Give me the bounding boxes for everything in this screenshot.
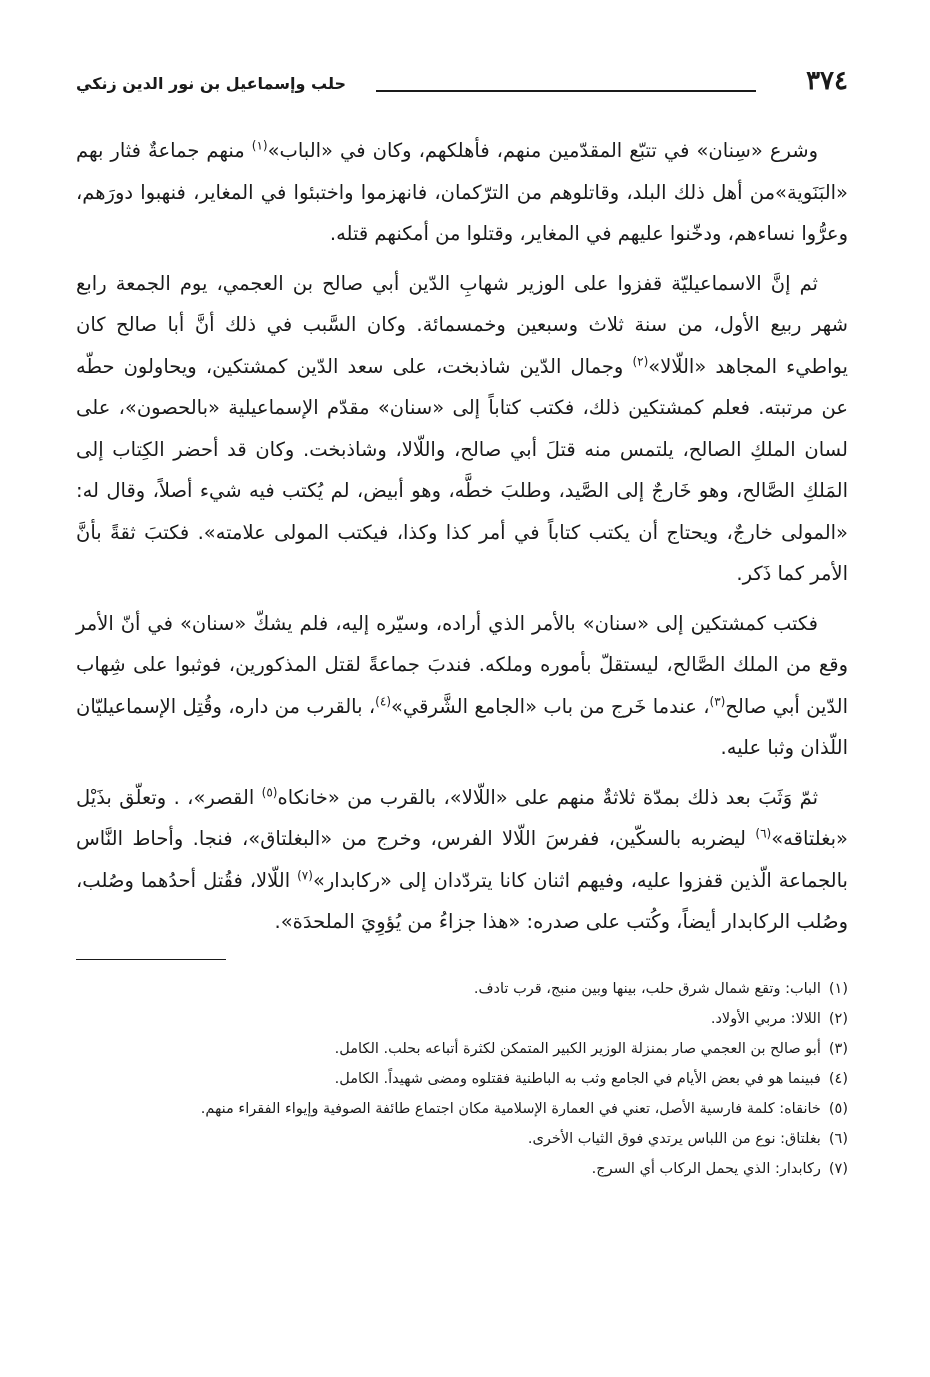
footnote-number: (١) bbox=[828, 980, 848, 997]
footnote-text: خانقاه: كلمة فارسية الأصل، تعني في العمارة الإسلامية مكان اجتماع طائفة الصوفية وإيواء الفقراء منهم. bbox=[200, 1100, 821, 1117]
footnote-number: (٦) bbox=[828, 1130, 848, 1147]
paragraph-text: منهم جماعةٌ فثار بهم «البَنَوية»من أهل ذلك البلد، وقاتلوهم من الترّكمان، فانهزموا واختبئوا في المغاير، فنهبوا دورَهم، وعرُّوا نساءهم، ودخّنوا عليهم في المغاير، وقتلوا من أمكنهم قتله. bbox=[76, 139, 848, 245]
paragraph bbox=[76, 130, 848, 255]
footnote-number: (٢) bbox=[828, 1010, 848, 1027]
paragraph-text: ، بالقرب من داره، وقُتِل الإسماعيليّان اللّذان وثبا عليه. bbox=[76, 694, 848, 759]
footnote-ref: (٤) bbox=[375, 694, 391, 708]
footnote-ref: (٢) bbox=[632, 354, 649, 368]
running-title: حلب وإسماعيل بن نور الدين زنكي bbox=[76, 74, 346, 93]
footnote-ref: (٦) bbox=[755, 826, 772, 841]
footnote-text: الباب: وتقع شمال شرق حلب، بينها وبين منبج، قرب تادف. bbox=[473, 980, 821, 997]
footnote-ref: (٣) bbox=[709, 694, 726, 708]
footnote-number: (٥) bbox=[828, 1100, 848, 1117]
footnote-number: (٤) bbox=[828, 1070, 848, 1087]
footnote-ref: (١) bbox=[251, 138, 268, 153]
footnote-ref: (٥) bbox=[261, 785, 278, 799]
footnote-text: ركابدار: الذي يحمل الركاب أي السرج. bbox=[591, 1160, 821, 1177]
paragraph-text: فكتب كمشتكين إلى «سنان» بالأمر الذي أراده، وسيّره إليه، فلم يشكّ «سنان» في أنّ الأمر وقع من الملك الصَّالح، ليستقلّ بأموره وملكه. فندبَ جماعةً لقتل المذكورين، فوثبوا على شِهاب الدّين أبي صالح bbox=[76, 611, 848, 718]
book-page bbox=[76, 60, 848, 1360]
header-rule bbox=[376, 90, 756, 92]
paragraph-text: ثمّ وَثَبَ بعد ذلك بمدّة ثلاثةٌ منهم على «اللّالا»، بالقرب من «خانكاه bbox=[277, 785, 819, 809]
paragraph bbox=[76, 777, 848, 943]
paragraph-text: ، عندما خَرج من باب «الجامع الشَّرقي» bbox=[391, 694, 710, 718]
footnote-text: فبينما هو في بعض الأيام في الجامع وثب به الباطنية فقتلوه ومضى شهيداً. الكامل. bbox=[334, 1070, 821, 1087]
footnote bbox=[76, 1094, 848, 1124]
footnote-ref: (٧) bbox=[297, 868, 313, 882]
paragraph-text: القصر»، . وتعلّق بذَيْل «بغلتاقه» bbox=[76, 785, 848, 850]
footnote-separator bbox=[76, 959, 226, 960]
footnote bbox=[76, 1154, 848, 1184]
footnote bbox=[76, 974, 848, 1004]
footnote-number: (٧) bbox=[828, 1160, 848, 1177]
page-header bbox=[76, 60, 848, 96]
page-number: ٣٧٤ bbox=[806, 66, 848, 96]
footnotes bbox=[76, 974, 848, 1184]
footnote-text: بغلتاق: نوع من اللباس يرتدي فوق الثياب الأخرى. bbox=[527, 1130, 821, 1147]
paragraph-text: ثم إنَّ الاسماعيليّة قفزوا على الوزير شهابِ الدّين أبي صالح بن العجمي، يوم الجمعة رابع شهر ربيع الأول، من سنة ثلاث وسبعين وخمسمائة. وكان السَّبب في ذلك أنَّ أبا صالح كان يواطيء المجاهد «اللّالا» bbox=[76, 271, 848, 378]
footnote bbox=[76, 1034, 848, 1064]
paragraph-text: اللّالا، فقُتل أحدُهما وصُلب، وصُلب الركابدار أيضاً، وكُتب على صدره: «هذا جزاءُ من يُؤوِيَ الملحدَة». bbox=[76, 868, 848, 933]
footnote bbox=[76, 1124, 848, 1154]
paragraph-text: وشرع «سِنان» في تتبّع المقدّمين منهم، فأهلكهم، وكان في «الباب» bbox=[267, 139, 818, 162]
paragraph bbox=[76, 263, 848, 595]
body-text bbox=[76, 130, 848, 943]
paragraph-text: ليضربه بالسكّين، ففرسَ اللّالا الفرس، وخرج من «البغلتاق»، فنجا. وأحاط النَّاس بالجماعة الّذين قفزوا عليه، وفيهم اثنان كانا يتردّدان إلى «ركابدار» bbox=[76, 827, 848, 892]
footnote bbox=[76, 1004, 848, 1034]
paragraph-text: وجمال الدّين شاذبخت، على سعد الدّين كمشتكين، ويحاولون حطّه عن مرتبته. فعلم كمشتكين ذلك، فكتب كتاباً إلى «سنان» مقدّم الإسماعيلية «بالحصون»، على لسان الملكِ الصالح، يلتمس منه قتلَ أبي صالح، واللّالا، وشاذبخت. وكان قد أحضر الكِتاب إلى المَلكِ الصَّالح، وهو خَارجٌ إلى الصَّيد، وطلبَ خطَّه، وهو أبيض، لم يُكتب فيه شيء أصلاً، وقال له: «المولى خارجٌ، ويحتاج أن يكتب كتاباً في أمر كذا وكذا، فيكتب المولى علامته». فكتبَ ثقةً بأنَّ الأمر كما ذَكر. bbox=[76, 354, 848, 585]
footnote-number: (٣) bbox=[828, 1040, 848, 1057]
footnote-text: أبو صالح بن العجمي صار بمنزلة الوزير الكبير المتمكن لكثرة أتباعه بحلب. الكامل. bbox=[334, 1040, 821, 1057]
footnote bbox=[76, 1064, 848, 1094]
paragraph bbox=[76, 603, 848, 769]
footnote-text: اللالا: مربي الأولاد. bbox=[710, 1010, 821, 1027]
